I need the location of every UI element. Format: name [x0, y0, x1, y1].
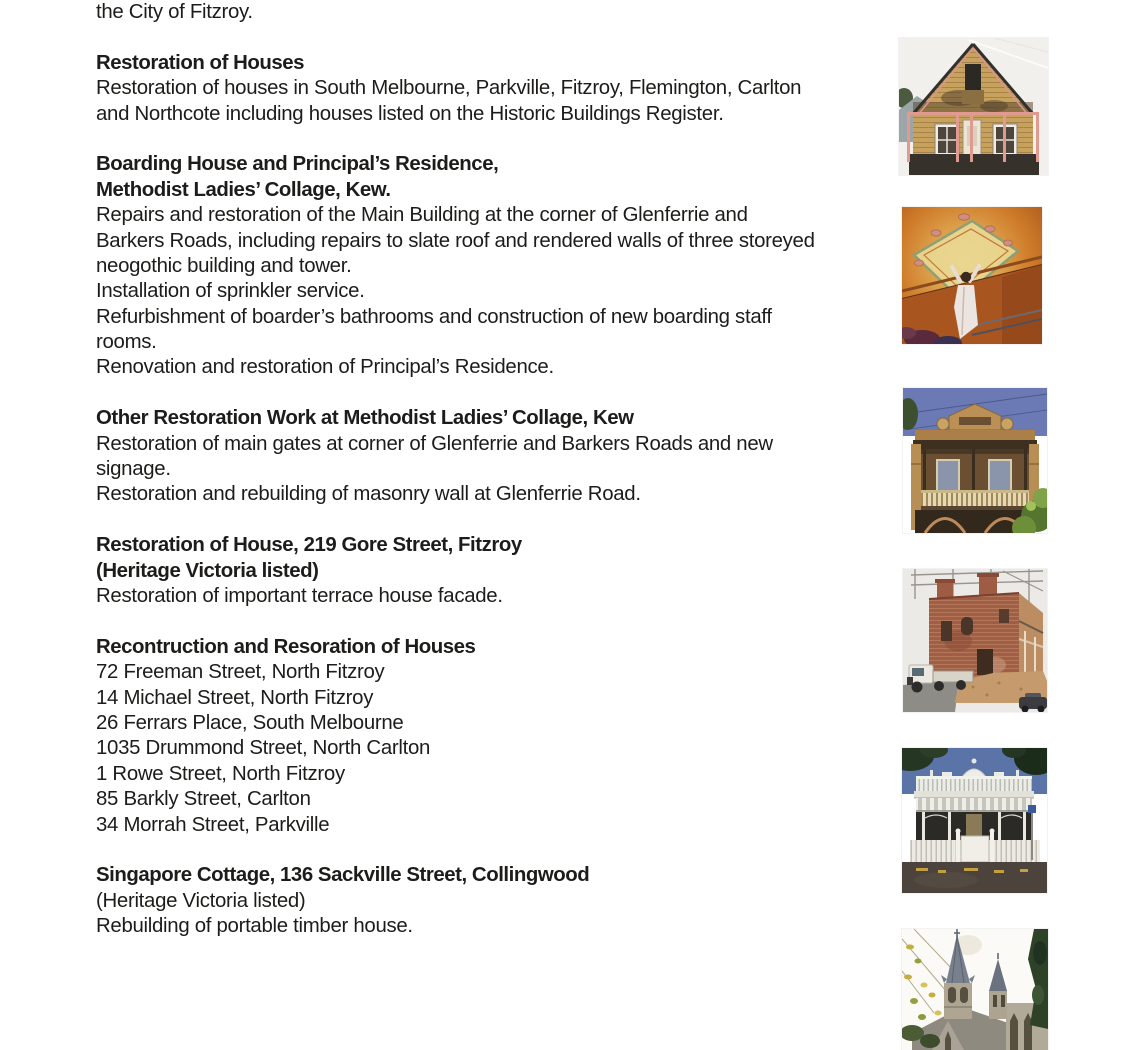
text-line: Restoration of houses in South Melbourne, Parkville, Fitzroy, Flemington, Carlton [96, 77, 802, 100]
section-boarding-house [96, 152, 896, 381]
spacer [96, 838, 896, 863]
section-gore-street [96, 533, 896, 609]
section-heading: Recontruction and Resoration of Houses [96, 635, 476, 658]
victorian-terrace-photo [903, 388, 1047, 533]
section-heading: (Heritage Victoria listed) [96, 559, 319, 582]
text-line: Repairs and restoration of the Main Building at the corner of Glenferrie and [96, 204, 748, 227]
text-line: neogothic building and tower. [96, 254, 352, 277]
text-line: Restoration and rebuilding of masonry wall at Glenferrie Road. [96, 483, 641, 506]
text-column [96, 0, 896, 939]
address-line: 1 Rowe Street, North Fitzroy [96, 762, 345, 785]
text-line: Restoration of important terrace house facade. [96, 584, 503, 607]
text-line: signage. [96, 458, 171, 481]
brick-building-scaffolding-photo [903, 569, 1047, 712]
section-heading: Boarding House and Principal’s Residence, [96, 153, 499, 176]
address-line: 1035 Drummond Street, North Carlton [96, 737, 431, 760]
text-line: Renovation and restoration of Principal’s Residence. [96, 356, 554, 379]
section-heading: Restoration of Houses [96, 51, 305, 74]
text-line: rooms. [96, 331, 157, 354]
text-line: Installation of sprinkler service. [96, 280, 365, 303]
address-line: 72 Freeman Street, North Fitzroy [96, 661, 385, 684]
text-line: Rebuilding of portable timber house. [96, 915, 413, 938]
spacer [96, 609, 896, 634]
text-line: and Northcote including houses listed on the Historic Buildings Register. [96, 102, 724, 125]
section-other-restoration-work [96, 406, 896, 508]
section-singapore-cottage [96, 863, 896, 939]
section-heading: Singapore Cottage, 136 Sackville Street, Collingwood [96, 864, 590, 887]
address-line: 14 Michael Street, North Fitzroy [96, 686, 374, 709]
section-heading: Restoration of House, 219 Gore Street, Fitzroy [96, 534, 522, 557]
text-line: Restoration of main gates at corner of Glenferrie and Barkers Roads and new [96, 432, 773, 455]
address-line: 85 Barkly Street, Carlton [96, 788, 311, 811]
address-line: 34 Morrah Street, Parkville [96, 813, 330, 836]
timber-cottage-photo [899, 38, 1048, 175]
text-line: (Heritage Victoria listed) [96, 889, 306, 912]
gothic-college-photo [902, 929, 1048, 1050]
section-reconstruction [96, 635, 896, 838]
section-restoration-of-houses [96, 51, 896, 127]
ceiling-restoration-photo [902, 207, 1042, 344]
spacer [96, 381, 896, 406]
spacer [96, 508, 896, 533]
spacer [96, 25, 896, 50]
white-victorian-house-photo [902, 748, 1047, 893]
intro-line: the City of Fitzroy. [96, 1, 253, 23]
section-heading: Methodist Ladies’ Collage, Kew. [96, 178, 391, 201]
text-line: Barkers Roads, including repairs to slate roof and rendered walls of three storeyed [96, 229, 815, 252]
section-heading: Other Restoration Work at Methodist Ladies’ Collage, Kew [96, 407, 634, 430]
address-line: 26 Ferrars Place, South Melbourne [96, 711, 404, 734]
spacer [96, 127, 896, 152]
text-line: Refurbishment of boarder’s bathrooms and construction of new boarding staff [96, 305, 772, 328]
